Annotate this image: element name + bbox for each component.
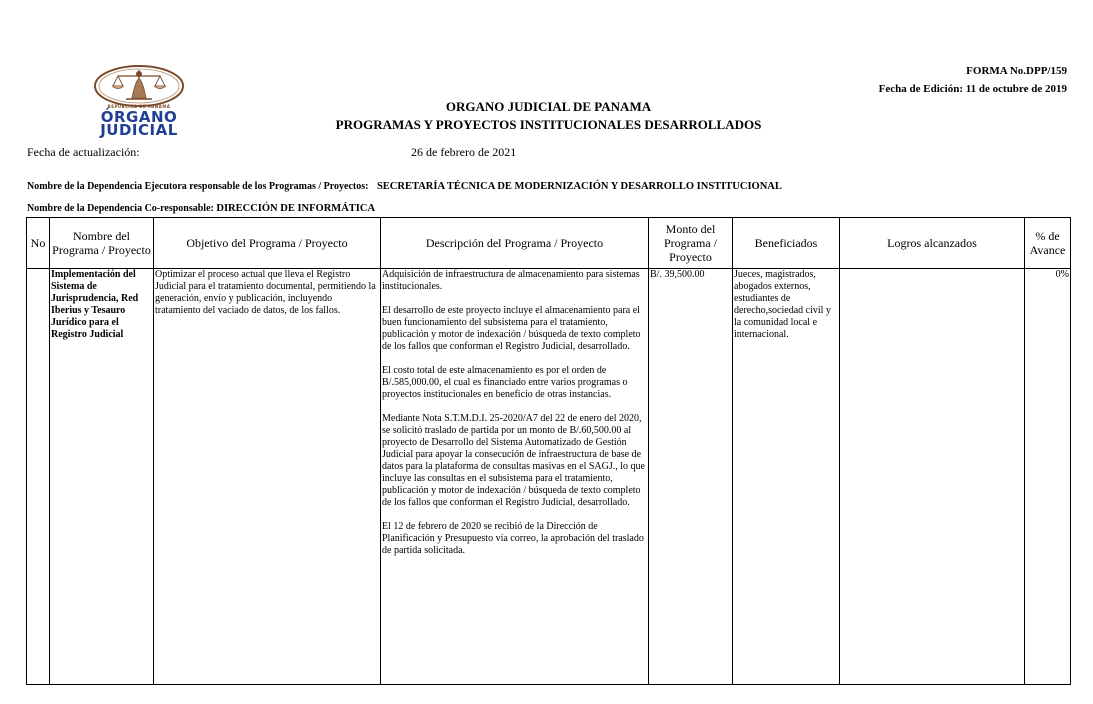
executing-agency-line <box>27 181 782 192</box>
update-date-label: Fecha de actualización: <box>27 145 140 159</box>
cell-no <box>27 269 50 685</box>
column-header-no: No <box>27 218 50 269</box>
cell-project-name: Implementación del Sistema de Jurisprudencia, Red Iberius y Tesauro Jurídico para el Registro Judicial <box>50 269 154 685</box>
cell-beneficiaries: Jueces, magistrados, abogados externos, estudiantes de derecho,sociedad civil y la comunidad local e internacional. <box>733 269 840 685</box>
projects-table <box>26 217 1071 685</box>
cell-progress: 0% <box>1025 269 1071 685</box>
description-paragraph: Adquisición de infraestructura de almacenamiento para sistemas institucionales. <box>382 269 640 292</box>
column-header-beneficiaries: Beneficiados <box>733 218 840 269</box>
cell-objective: Optimizar el proceso actual que lleva el Registro Judicial para el tratamiento documental, permitiendo la generación, envío y publicación, incluyendo tratamiento del vaciado de datos, de los fallos. <box>154 269 381 685</box>
description-paragraph: El 12 de febrero de 2020 se recibió de la Dirección de Planificación y Presupuesto vía correo, la aprobación del traslado de partida solicitada. <box>382 521 644 556</box>
column-header-progress: % de Avance <box>1025 218 1071 269</box>
column-header-achievements: Logros alcanzados <box>840 218 1025 269</box>
description-paragraph: Mediante Nota S.T.M.D.I. 25-2020/A7 del 22 de enero del 2020, se solicitó traslado de partida por un monto de B/.60,500.00 al proyecto de Desarrollo del Sistema Automatizado de Gestión Judicial para apoyar la consecución de infraestructura de base de datos para la plataforma de consultas masivas en el SAGJ., lo que incluye las consultas en el subsistema para el tratamiento, publicación y motor de indexación / búsqueda de texto completo de los fallos que conforman el Registro Judicial, desarrollado. <box>382 413 645 508</box>
column-header-description: Descripción del Programa / Proyecto <box>381 218 649 269</box>
executing-agency-value: SECRETARÍA TÉCNICA DE MODERNIZACIÓN Y DESARROLLO INSTITUCIONAL <box>376 181 782 192</box>
column-header-name: Nombre del Programa / Proyecto <box>50 218 154 269</box>
edition-date <box>879 83 1067 95</box>
co-responsible-label: Nombre de la Dependencia Co-responsable: <box>27 203 214 214</box>
column-header-objective: Objetivo del Programa / Proyecto <box>154 218 381 269</box>
executing-agency-label: Nombre de la Dependencia Ejecutora responsable de los Programas / Proyectos: <box>27 181 369 192</box>
edition-value: 11 de octubre de 2019 <box>965 83 1067 95</box>
form-code: FORMA No.DPP/159 <box>966 65 1067 77</box>
cell-amount: B/. 39,500.00 <box>649 269 733 685</box>
logo-republic-text: REPÚBLICA DE PANAMÁ <box>107 104 171 109</box>
column-header-amount: Monto del Programa / Proyecto <box>649 218 733 269</box>
edition-label: Fecha de Edición: <box>878 83 963 95</box>
document-title: ORGANO JUDICIAL DE PANAMA <box>445 99 652 114</box>
table-header-row <box>27 218 1071 269</box>
description-paragraph: El desarrollo de este proyecto incluye el almacenamiento para el buen funcionamiento del subsistema para el tratamiento, publicación y motor de indexación / búsqueda de texto completo de los fallos que conforman el Registro Judicial, desarrollado. <box>382 305 641 352</box>
logo-word-organo: ÓRGANO <box>100 108 178 126</box>
logo-word-judicial: JUDICIAL <box>100 121 178 139</box>
description-paragraph: El costo total de este almacenamiento es por el orden de B/.585,000.00, el cual es financiado entre varios programas o proyectos institucionales en beneficio de otras instancias. <box>382 365 628 400</box>
table-row <box>27 269 1071 685</box>
document-subtitle: PROGRAMAS Y PROYECTOS INSTITUCIONALES DESARROLLADOS <box>335 117 762 132</box>
cell-description <box>381 269 649 685</box>
cell-achievements <box>840 269 1025 685</box>
update-date-value: 26 de febrero de 2021 <box>411 145 517 159</box>
co-responsible-value: DIRECCIÓN DE INFORMÁTICA <box>216 203 376 214</box>
co-responsible-line <box>27 203 375 214</box>
